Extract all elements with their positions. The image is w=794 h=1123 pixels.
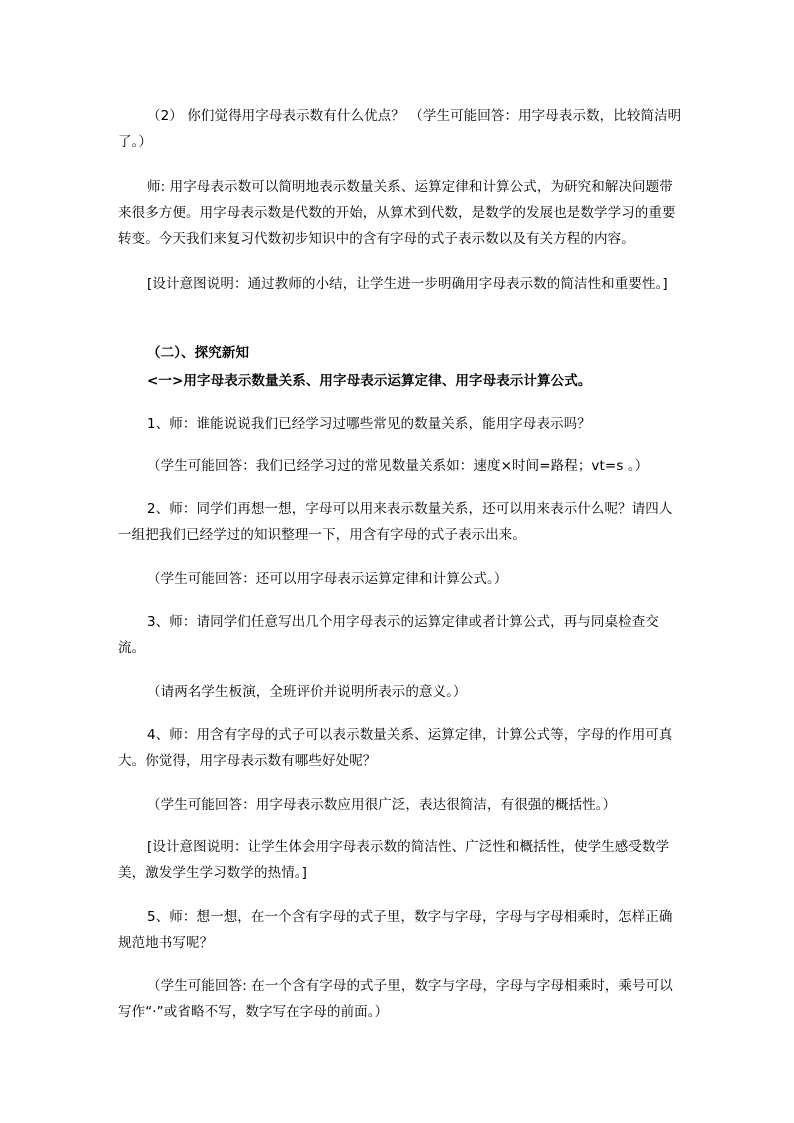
paragraph-answer-4: （学生可能回答：用字母表示数应用很广泛，表达很简洁，有很强的概括性。） xyxy=(147,797,617,813)
paragraph-answer-1: （学生可能回答：我们已经学习过的常见数量关系如：速度×时间=路程；vt=s 。） xyxy=(147,458,649,474)
paragraph-advantages-question: （2） 你们觉得用字母表示数有什么优点？ （学生可能回答：用字母表示数，比较简洁明了。） xyxy=(118,108,682,150)
paragraph-teacher-summary: 师: 用字母表示数可以简明地表示数量关系、运算定律和计算公式，为研究和解决问题带来很多方便。用字母表示数是代数的开始，从算术到代数，是数学的发展也是数学学习的重要转变。今天我们来复习代数初步知识中的含有字母的式子表示数以及有关方程的内容。 xyxy=(118,179,676,247)
paragraph-step-4: 4、师：用含有字母的式子可以表示数量关系、运算定律，计算公式等，字母的作用可真大。你觉得，用字母表示数有哪些好处呢？ xyxy=(118,727,673,769)
section-heading-explore: （二）、探究新知 xyxy=(147,345,250,361)
paragraph-step-1: 1、师：谁能说说我们已经学习过哪些常见的数量关系，能用字母表示吗？ xyxy=(147,416,591,432)
paragraph-answer-2: （学生可能回答：还可以用字母表示运算定律和计算公式。） xyxy=(147,571,508,587)
paragraph-answer-5: （学生可能回答: 在一个含有字母的式子里，数字与字母，字母与字母相乘时，乘号可以写作“·”或省略不写，数字写在字母的前面。） xyxy=(118,978,673,1020)
paragraph-design-intent-2: [设计意图说明：让学生体会用字母表示数的简洁性、广泛性和概括性，使学生感受数学美，激发学生学习数学的热情。] xyxy=(118,839,670,881)
paragraph-board-demo: （请两名学生板演，全班评价并说明所表示的意义。） xyxy=(147,684,467,700)
paragraph-step-5: 5、师：想一想，在一个含有字母的式子里，数字与字母，字母与字母相乘时，怎样正确规范地书写呢？ xyxy=(118,909,673,951)
paragraph-design-intent-1: [设计意图说明：通过教师的小结，让学生进一步明确用字母表示数的简洁性和重要性。] xyxy=(147,276,668,292)
paragraph-step-3: 3、师：请同学们任意写出几个用字母表示的运算定律或者计算公式，再与同桌检查交流。 xyxy=(118,614,659,656)
subsection-heading-letters: <一>用字母表示数量关系、用字母表示运算定律、用字母表示计算公式。 xyxy=(147,373,592,389)
paragraph-step-2: 2、师：同学们再想一想，字母可以用来表示数量关系，还可以用来表示什么呢？请四人一组把我们已经学过的知识整理一下，用含有字母的式子表示出来。 xyxy=(118,501,673,543)
